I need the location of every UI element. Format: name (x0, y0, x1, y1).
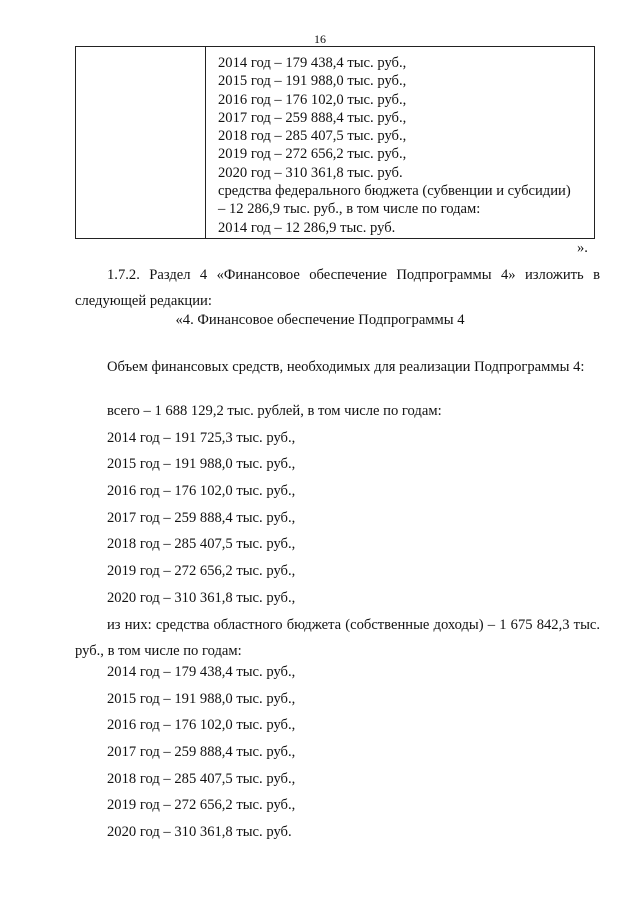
list-item: всего – 1 688 129,2 тыс. рублей, в том числе по годам: (107, 403, 442, 419)
table-line: – 12 286,9 тыс. руб., в том числе по годам: (218, 201, 481, 218)
list-item: 2020 год – 310 361,8 тыс. руб. (107, 824, 292, 841)
table-line: 2017 год – 259 888,4 тыс. руб., (218, 109, 407, 126)
page-number: 16 (314, 32, 326, 46)
table-line: 2018 год – 285 407,5 тыс. руб., (218, 128, 407, 145)
list-item: 2014 год – 191 725,3 тыс. руб., (107, 429, 296, 446)
closing-quote: ». (577, 240, 588, 256)
table-line: средства федерального бюджета (субвенции и субсидии) (218, 183, 571, 200)
list-item: 2019 год – 272 656,2 тыс. руб., (107, 797, 296, 814)
funding-table (75, 46, 595, 239)
section-title: «4. Финансовое обеспечение Подпрограммы 4 (175, 312, 465, 328)
list-item: 2015 год – 191 988,0 тыс. руб., (107, 690, 296, 707)
list-item: 2017 год – 259 888,4 тыс. руб., (107, 509, 296, 526)
list-item: 2018 год – 285 407,5 тыс. руб., (107, 536, 296, 553)
paragraph-intro: 1.7.2. Раздел 4 «Финансовое обеспечение Подпрограммы 4» изложить в следующей редакции: (75, 267, 600, 309)
funding-list-total (107, 398, 442, 612)
list-item: 2015 год – 191 988,0 тыс. руб., (107, 456, 296, 473)
table-border-right (594, 46, 595, 239)
table-border-left (75, 46, 76, 239)
list-item: 2017 год – 259 888,4 тыс. руб., (107, 744, 296, 761)
table-column-divider (205, 46, 206, 239)
table-border-top (75, 46, 595, 47)
list-item: 2016 год – 176 102,0 тыс. руб., (107, 483, 296, 500)
funding-list-oblast (107, 659, 295, 846)
list-item: 2016 год – 176 102,0 тыс. руб., (107, 717, 296, 734)
list-item: 2014 год – 179 438,4 тыс. руб., (107, 664, 296, 680)
table-line: 2016 год – 176 102,0 тыс. руб., (218, 91, 407, 108)
list-item: 2020 год – 310 361,8 тыс. руб., (107, 589, 296, 606)
paragraph-oblast: из них: средства областного бюджета (собственные доходы) – 1 675 842,3 тыс. руб., в том числе по годам: (75, 617, 600, 659)
table-line: 2014 год – 179 438,4 тыс. руб., (218, 55, 407, 71)
table-border-bottom (75, 238, 595, 239)
table-cell-content (218, 54, 593, 237)
list-item: 2018 год – 285 407,5 тыс. руб., (107, 770, 296, 787)
table-line: 2020 год – 310 361,8 тыс. руб. (218, 164, 403, 181)
table-line: 2019 год – 272 656,2 тыс. руб., (218, 146, 407, 163)
table-line: 2014 год – 12 286,9 тыс. руб. (218, 219, 396, 236)
list-item: 2019 год – 272 656,2 тыс. руб., (107, 563, 296, 580)
table-line: 2015 год – 191 988,0 тыс. руб., (218, 73, 407, 90)
paragraph-volume: Объем финансовых средств, необходимых для реализации Подпрограммы 4: (107, 359, 585, 375)
